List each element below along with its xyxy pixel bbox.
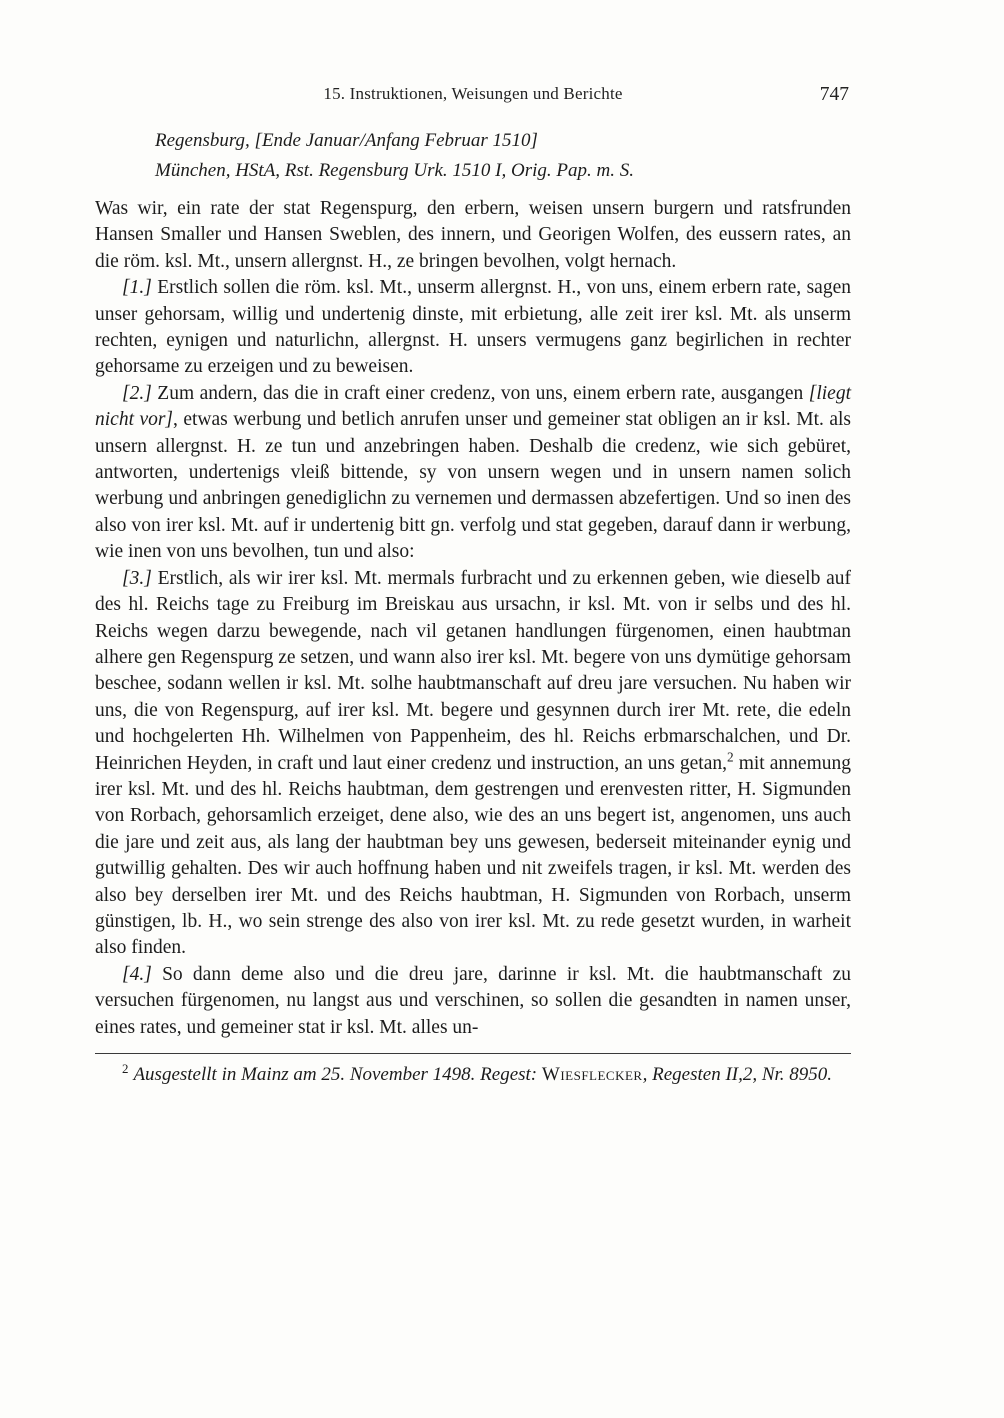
dateline: Regensburg, [Ende Januar/Anfang Februar 1510] bbox=[155, 130, 538, 151]
italic-text: [3.] bbox=[122, 567, 158, 589]
footnote-marker: 2 bbox=[122, 1060, 129, 1076]
paragraph bbox=[95, 196, 851, 275]
paragraph bbox=[95, 962, 851, 1041]
footnote-reference: 2 bbox=[727, 749, 734, 765]
italic-text: [4.] bbox=[122, 963, 163, 985]
body-text-segment: So dann deme also und die dreu jare, darinne ir ksl. Mt. die haubtmanschaft zu versuchen fürgenomen, nu langst aus und verschinen, so sollen die gesandten in namen unser, eines rates, und gemeiner stat ir ksl. Mt. alles un- bbox=[95, 963, 851, 1038]
italic-text: [liegt nicht vor] bbox=[95, 382, 851, 431]
body-text-segment: Zum andern, das die in craft einer credenz, von uns, einem erbern rate, ausgangen bbox=[157, 382, 809, 404]
footnote-text: Ausgestellt in Mainz am 25. November 1498. Regest: bbox=[133, 1064, 542, 1085]
body-text-segment: Erstlich, als wir irer ksl. Mt. mermals furbracht und zu erkennen geben, wie dieselb auf des hl. Reichs tage zu Freiburg im Breiskau aus ursachn, ir ksl. Mt. von ir selbs und des hl. Reichs wegen darzu bewegende, nach vil getanen handlungen fürgenomen, einen haubtman alhere gen Regenspurg ze setzen, und wann also irer ksl. Mt. begere von uns dymütige gehorsam beschee, sodann wellen ir ksl. Mt. solhe haubtmanschaft auf dreu jare versuchen. Nu haben wir uns, die von Regenspurg, auf irer ksl. Mt. begere und gesynnen durch irer Mt. rete, die edeln und hochgelerten Hh. Wilhelmen von Pappenheim, des hl. Reichs erbmarschalchen, und Dr. Heinrichen Heyden, in craft und laut einer credenz und instruction, an uns getan, bbox=[95, 567, 851, 774]
footnote-separator bbox=[95, 1053, 851, 1054]
paragraph bbox=[95, 381, 851, 566]
page-number: 747 bbox=[819, 84, 849, 105]
footnote-text-after: , Regesten II,2, Nr. 8950. bbox=[642, 1064, 833, 1085]
body-paragraphs bbox=[95, 196, 851, 1041]
body-text-segment: mit annemung irer ksl. Mt. und des hl. Reichs haubtman, dem gestrengen und erenvesten ritter, H. Sigmunden von Rorbach, gehorsamlich erzeiget, dene also, wie des an uns begert ist, angenomen, uns auch die jare und zeit aus, als lang der haubtman bey uns gewesen, bederseit miteinander eynig und gutwillig gehalten. Des wir auch hoffnung haben und nit zweifels tragen, ir ksl. Mt. werden des also bey derselben irer Mt. und des Reichs haubtman, H. Sigmunden von Rorbach, unserm günstigen, lb. H., wo sein strenge des also von irer ksl. Mt. zu rede gesetzt wurden, in warheit also finden. bbox=[95, 752, 852, 959]
italic-text: [2.] bbox=[122, 382, 158, 404]
footnote-author: Wiesflecker bbox=[541, 1064, 643, 1085]
body-text-segment: Was wir, ein rate der stat Regenspurg, den erbern, weisen unsern burgern und ratsfrunden Hansen Smaller und Hansen Sweblen, des innern, und Georigen Wolfen, des eussern rates, an die röm. ksl. Mt., unsern allergnst. H., ze bringen bevolhen, volgt hernach. bbox=[95, 198, 851, 272]
paragraph bbox=[95, 566, 851, 962]
italic-text: [1.] bbox=[122, 277, 158, 299]
footnote bbox=[95, 1062, 851, 1087]
archive-source-line: München, HStA, Rst. Regensburg Urk. 1510 I, Orig. Pap. m. S. bbox=[155, 160, 634, 181]
body-text-segment: , etwas werbung und betlich anrufen unser und gemeiner stat obligen an ir ksl. Mt. als unsern allergnst. H. ze tun und anzebringen haben. Deshalb die credenz, wie sich gebüret, antworten, undertenigs vleiß bittende, sy von unsern wegen und in unsern namen solich werbung und anbringen genediglichn zu vernemen und dermassen abzefertigen. Und so inen des also von irer ksl. Mt. auf ir undertenig bitt gn. verfolg und stat gegeben, darauf dann ir werbung, wie inen von uns bevolhen, tun und also: bbox=[95, 409, 851, 563]
running-title: 15. Instruktionen, Weisungen und Berichte bbox=[323, 84, 623, 103]
running-header bbox=[95, 84, 851, 104]
body-text-segment: Erstlich sollen die röm. ksl. Mt., unserm allergnst. H., von uns, einem erbern rate, sagen unser gehorsam, willig und undertenig dinste, mit erbietung, alle zeit irer ksl. Mt. als unserm rechten, eynigen und naturlichn, allergnst. H. unsers vermugens ganz begirlichen in rechter gehorsame zu erzeigen und zu beweisen. bbox=[95, 277, 851, 378]
paragraph bbox=[95, 275, 851, 381]
text-block bbox=[95, 84, 851, 1087]
